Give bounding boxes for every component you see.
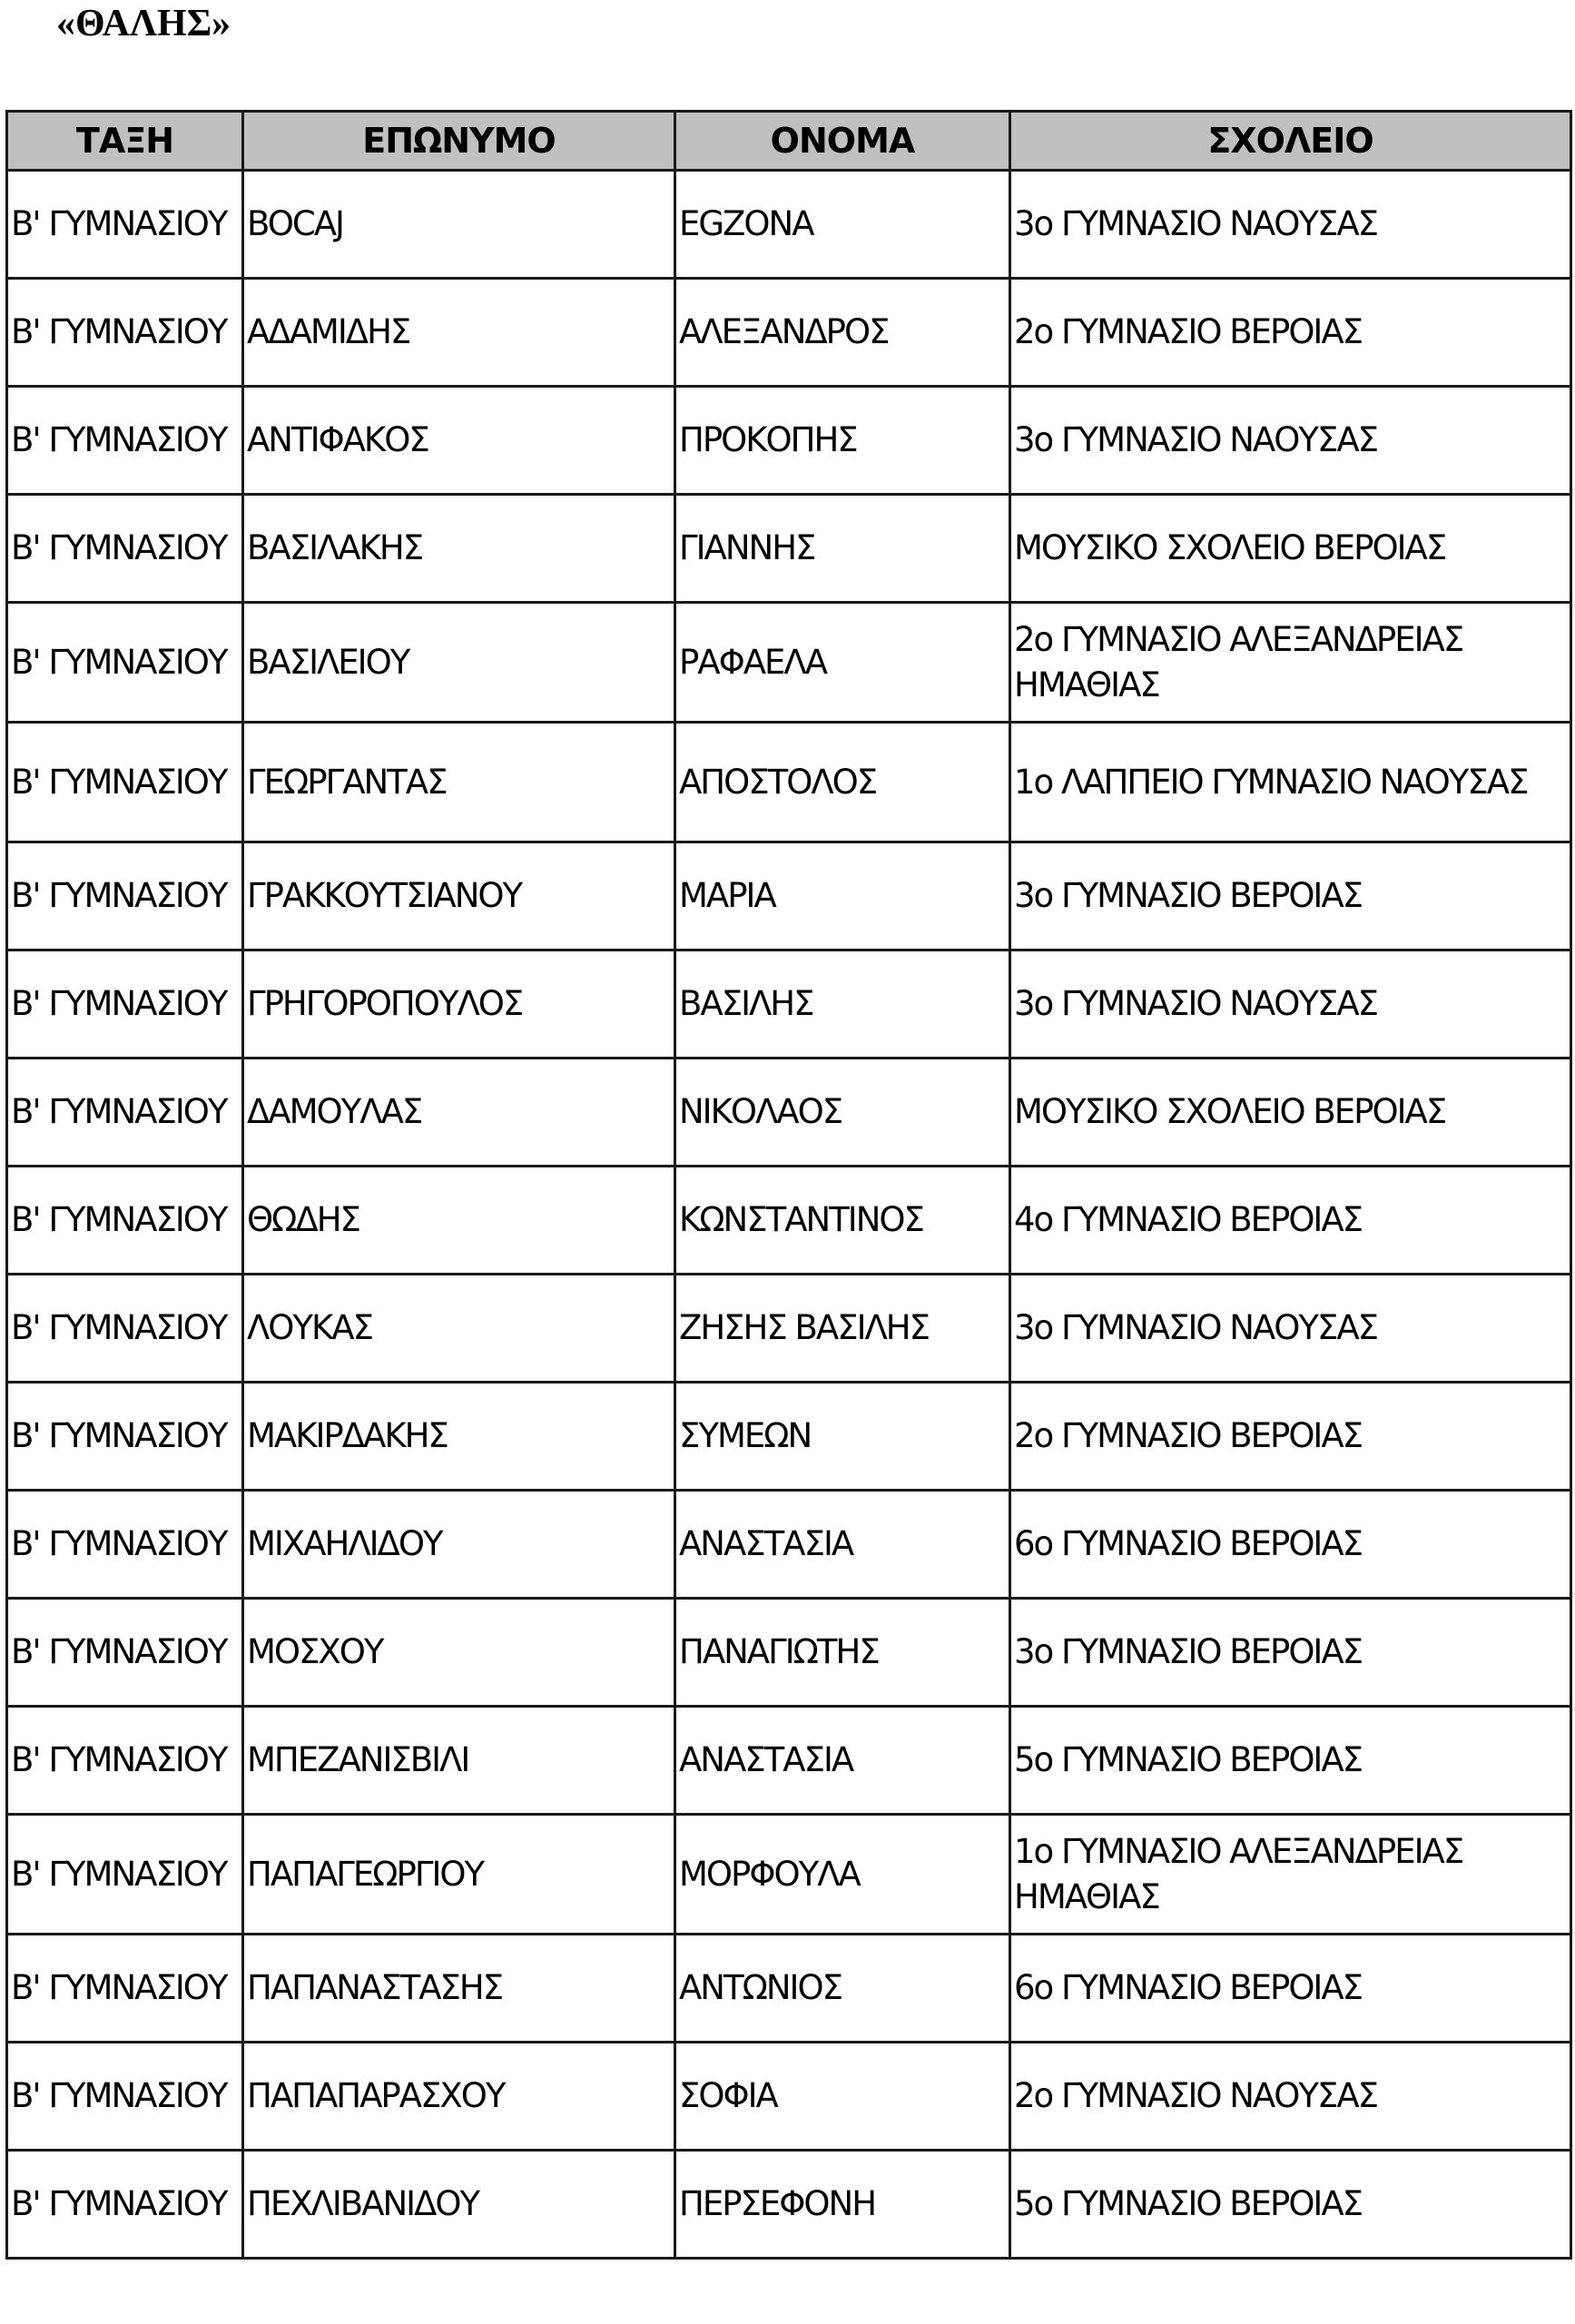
- table-row: [7, 1815, 1571, 1935]
- table-row: [7, 171, 1571, 279]
- table-row: [7, 2151, 1571, 2259]
- header-surname: ΕΠΩΝΥΜΟ: [243, 112, 675, 171]
- table-row: [7, 723, 1571, 842]
- school-cell: 1ο ΓΥΜΝΑΣΙΟ ΑΛΕΞΑΝΔΡΕΙΑΣ ΗΜΑΘΙΑΣ: [1010, 1815, 1571, 1935]
- surname-cell: ΜΠΕΖΑΝΙΣΒΙΛΙ: [243, 1707, 675, 1815]
- name-cell: ΚΩΝΣΤΑΝΤΙΝΟΣ: [675, 1167, 1010, 1275]
- name-cell: ΝΙΚΟΛΑΟΣ: [675, 1059, 1010, 1167]
- table-row: [7, 2043, 1571, 2151]
- name-cell: ΜΟΡΦΟΥΛΑ: [675, 1815, 1010, 1935]
- class-cell: Β' ΓΥΜΝΑΣΙΟΥ: [7, 1275, 243, 1383]
- table-row: [7, 1059, 1571, 1167]
- surname-cell: ΒΑΣΙΛΑΚΗΣ: [243, 495, 675, 603]
- class-cell: Β' ΓΥΜΝΑΣΙΟΥ: [7, 387, 243, 495]
- table-row: [7, 387, 1571, 495]
- surname-cell: ΜΑΚΙΡΔΑΚΗΣ: [243, 1383, 675, 1491]
- name-cell: ΑΠΟΣΤΟΛΟΣ: [675, 723, 1010, 842]
- class-cell: Β' ΓΥΜΝΑΣΙΟΥ: [7, 842, 243, 950]
- table-row: [7, 1491, 1571, 1599]
- surname-cell: BOCAJ: [243, 171, 675, 279]
- table-row: [7, 603, 1571, 723]
- school-cell: 4ο ΓΥΜΝΑΣΙΟ ΒΕΡΟΙΑΣ: [1010, 1167, 1571, 1275]
- school-cell: 2ο ΓΥΜΝΑΣΙΟ ΒΕΡΟΙΑΣ: [1010, 1383, 1571, 1491]
- table-body: [7, 171, 1571, 2259]
- name-cell: ΠΕΡΣΕΦΟΝΗ: [675, 2151, 1010, 2259]
- school-cell: 2ο ΓΥΜΝΑΣΙΟ ΝΑΟΥΣΑΣ: [1010, 2043, 1571, 2151]
- class-cell: Β' ΓΥΜΝΑΣΙΟΥ: [7, 1707, 243, 1815]
- table-row: [7, 495, 1571, 603]
- surname-cell: ΛΟΥΚΑΣ: [243, 1275, 675, 1383]
- header-class: ΤΑΞΗ: [7, 112, 243, 171]
- surname-cell: ΠΑΠΑΠΑΡΑΣΧΟΥ: [243, 2043, 675, 2151]
- name-cell: ΠΑΝΑΓΙΩΤΗΣ: [675, 1599, 1010, 1707]
- school-cell: 3ο ΓΥΜΝΑΣΙΟ ΝΑΟΥΣΑΣ: [1010, 950, 1571, 1059]
- school-cell: 5ο ΓΥΜΝΑΣΙΟ ΒΕΡΟΙΑΣ: [1010, 1707, 1571, 1815]
- name-cell: ΜΑΡΙΑ: [675, 842, 1010, 950]
- name-cell: ΑΛΕΞΑΝΔΡΟΣ: [675, 279, 1010, 387]
- school-cell: 2ο ΓΥΜΝΑΣΙΟ ΒΕΡΟΙΑΣ: [1010, 279, 1571, 387]
- school-cell: 5ο ΓΥΜΝΑΣΙΟ ΒΕΡΟΙΑΣ: [1010, 2151, 1571, 2259]
- table-row: [7, 1599, 1571, 1707]
- class-cell: Β' ΓΥΜΝΑΣΙΟΥ: [7, 603, 243, 723]
- surname-cell: ΜΟΣΧΟΥ: [243, 1599, 675, 1707]
- class-cell: Β' ΓΥΜΝΑΣΙΟΥ: [7, 171, 243, 279]
- school-cell: 3ο ΓΥΜΝΑΣΙΟ ΝΑΟΥΣΑΣ: [1010, 171, 1571, 279]
- table-header-row: [7, 112, 1571, 171]
- name-cell: EGZONA: [675, 171, 1010, 279]
- class-cell: Β' ΓΥΜΝΑΣΙΟΥ: [7, 1059, 243, 1167]
- surname-cell: ΑΔΑΜΙΔΗΣ: [243, 279, 675, 387]
- surname-cell: ΠΑΠΑΝΑΣΤΑΣΗΣ: [243, 1935, 675, 2043]
- school-cell: 3ο ΓΥΜΝΑΣΙΟ ΝΑΟΥΣΑΣ: [1010, 387, 1571, 495]
- surname-cell: ΔΑΜΟΥΛΑΣ: [243, 1059, 675, 1167]
- school-cell: 3ο ΓΥΜΝΑΣΙΟ ΒΕΡΟΙΑΣ: [1010, 1599, 1571, 1707]
- name-cell: ΓΙΑΝΝΗΣ: [675, 495, 1010, 603]
- school-cell: 2ο ΓΥΜΝΑΣΙΟ ΑΛΕΞΑΝΔΡΕΙΑΣ ΗΜΑΘΙΑΣ: [1010, 603, 1571, 723]
- header-name: ΟΝΟΜΑ: [675, 112, 1010, 171]
- surname-cell: ΠΕΧΛΙΒΑΝΙΔΟΥ: [243, 2151, 675, 2259]
- school-cell: 1ο ΛΑΠΠΕΙΟ ΓΥΜΝΑΣΙΟ ΝΑΟΥΣΑΣ: [1010, 723, 1571, 842]
- class-cell: Β' ΓΥΜΝΑΣΙΟΥ: [7, 1167, 243, 1275]
- table-row: [7, 1383, 1571, 1491]
- class-cell: Β' ΓΥΜΝΑΣΙΟΥ: [7, 1383, 243, 1491]
- surname-cell: ΠΑΠΑΓΕΩΡΓΙΟΥ: [243, 1815, 675, 1935]
- surname-cell: ΑΝΤΙΦΑΚΟΣ: [243, 387, 675, 495]
- school-cell: 3ο ΓΥΜΝΑΣΙΟ ΝΑΟΥΣΑΣ: [1010, 1275, 1571, 1383]
- students-table: [5, 110, 1572, 2260]
- table-row: [7, 1935, 1571, 2043]
- class-cell: Β' ΓΥΜΝΑΣΙΟΥ: [7, 2151, 243, 2259]
- surname-cell: ΓΕΩΡΓΑΝΤΑΣ: [243, 723, 675, 842]
- class-cell: Β' ΓΥΜΝΑΣΙΟΥ: [7, 279, 243, 387]
- surname-cell: ΓΡΑΚΚΟΥΤΣΙΑΝΟΥ: [243, 842, 675, 950]
- class-cell: Β' ΓΥΜΝΑΣΙΟΥ: [7, 1935, 243, 2043]
- school-cell: 3ο ΓΥΜΝΑΣΙΟ ΒΕΡΟΙΑΣ: [1010, 842, 1571, 950]
- name-cell: ΑΝΤΩΝΙΟΣ: [675, 1935, 1010, 2043]
- document-title: «ΘΑΛΗΣ»: [56, 3, 231, 44]
- name-cell: ΑΝΑΣΤΑΣΙΑ: [675, 1707, 1010, 1815]
- header-school: ΣΧΟΛΕΙΟ: [1010, 112, 1571, 171]
- table-row: [7, 1707, 1571, 1815]
- class-cell: Β' ΓΥΜΝΑΣΙΟΥ: [7, 1815, 243, 1935]
- surname-cell: ΜΙΧΑΗΛΙΔΟΥ: [243, 1491, 675, 1599]
- name-cell: ΣΟΦΙΑ: [675, 2043, 1010, 2151]
- surname-cell: ΒΑΣΙΛΕΙΟΥ: [243, 603, 675, 723]
- surname-cell: ΓΡΗΓΟΡΟΠΟΥΛΟΣ: [243, 950, 675, 1059]
- table-row: [7, 1275, 1571, 1383]
- school-cell: 6ο ΓΥΜΝΑΣΙΟ ΒΕΡΟΙΑΣ: [1010, 1935, 1571, 2043]
- table-row: [7, 1167, 1571, 1275]
- name-cell: ΣΥΜΕΩΝ: [675, 1383, 1010, 1491]
- school-cell: ΜΟΥΣΙΚΟ ΣΧΟΛΕΙΟ ΒΕΡΟΙΑΣ: [1010, 1059, 1571, 1167]
- class-cell: Β' ΓΥΜΝΑΣΙΟΥ: [7, 950, 243, 1059]
- name-cell: ΖΗΣΗΣ ΒΑΣΙΛΗΣ: [675, 1275, 1010, 1383]
- class-cell: Β' ΓΥΜΝΑΣΙΟΥ: [7, 1599, 243, 1707]
- school-cell: 6ο ΓΥΜΝΑΣΙΟ ΒΕΡΟΙΑΣ: [1010, 1491, 1571, 1599]
- table-row: [7, 279, 1571, 387]
- class-cell: Β' ΓΥΜΝΑΣΙΟΥ: [7, 495, 243, 603]
- class-cell: Β' ΓΥΜΝΑΣΙΟΥ: [7, 2043, 243, 2151]
- class-cell: Β' ΓΥΜΝΑΣΙΟΥ: [7, 723, 243, 842]
- name-cell: ΒΑΣΙΛΗΣ: [675, 950, 1010, 1059]
- class-cell: Β' ΓΥΜΝΑΣΙΟΥ: [7, 1491, 243, 1599]
- school-cell: ΜΟΥΣΙΚΟ ΣΧΟΛΕΙΟ ΒΕΡΟΙΑΣ: [1010, 495, 1571, 603]
- name-cell: ΡΑΦΑΕΛΑ: [675, 603, 1010, 723]
- table-row: [7, 842, 1571, 950]
- name-cell: ΑΝΑΣΤΑΣΙΑ: [675, 1491, 1010, 1599]
- name-cell: ΠΡΟΚΟΠΗΣ: [675, 387, 1010, 495]
- surname-cell: ΘΩΔΗΣ: [243, 1167, 675, 1275]
- table-row: [7, 950, 1571, 1059]
